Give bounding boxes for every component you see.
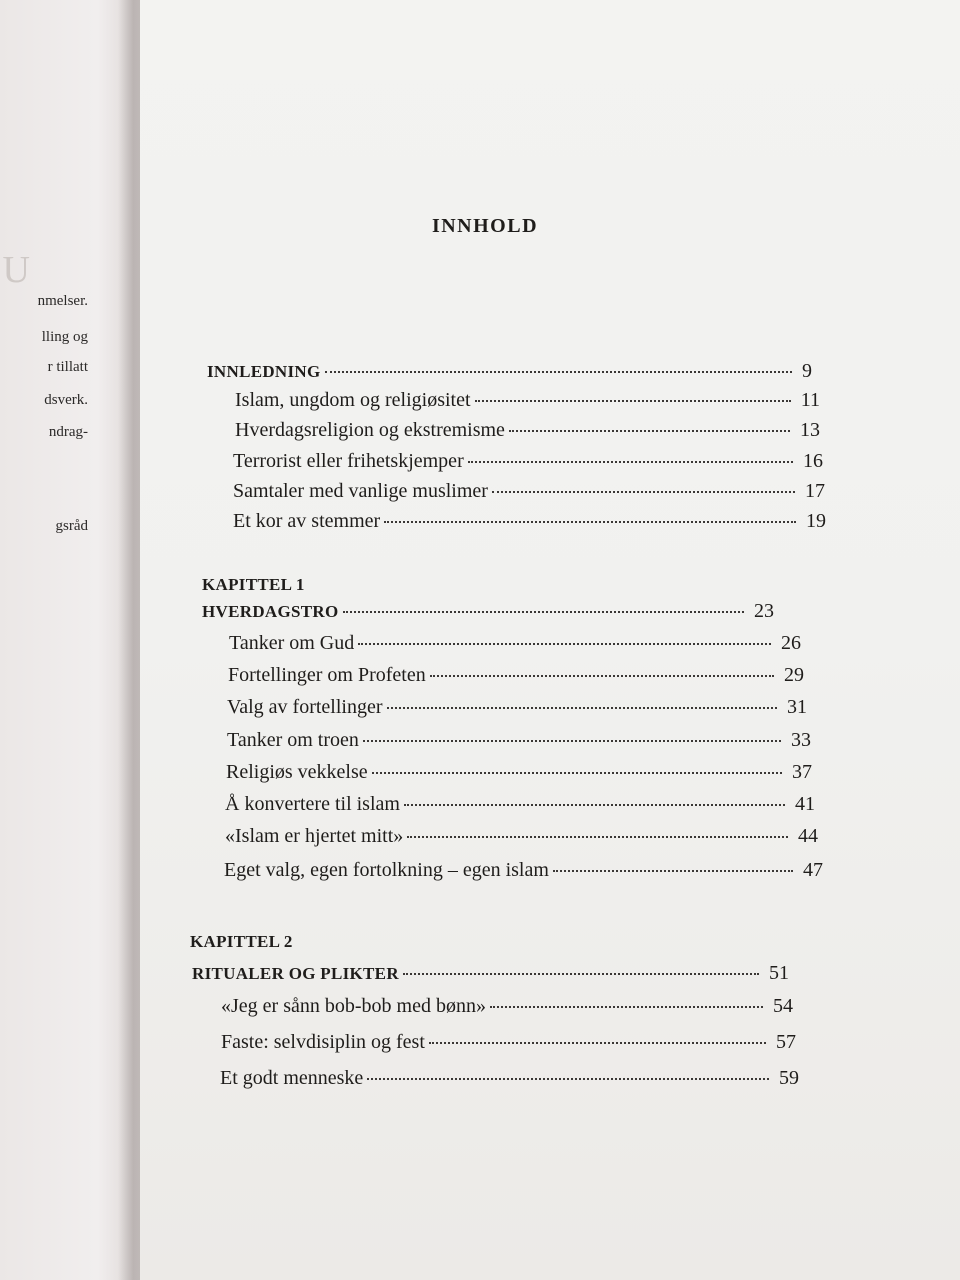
toc-page-number: 9 [802,360,812,382]
chapter-heading: KAPITTEL 1 [202,575,305,594]
toc-section-title: RITUALER OG PLIKTER [192,964,399,983]
dot-leader [468,461,793,463]
toc-section-intro [207,360,812,383]
toc-page-number: 13 [800,419,820,441]
chapter-heading: KAPITTEL 2 [190,932,293,951]
toc-entry [233,510,826,533]
toc-entry-title: Terrorist eller frihetskjemper [233,450,464,472]
toc-page-number: 37 [792,761,812,783]
toc-entry [225,825,818,848]
dot-leader [430,675,774,677]
toc-entry-title: «Islam er hjertet mitt» [225,825,404,847]
dot-leader [363,740,781,742]
left-page-text-fragment: nmelser. [37,293,88,309]
toc-page-number: 57 [776,1031,796,1053]
toc-page-number: 33 [791,729,811,751]
toc-entry-title: Fortellinger om Profeten [228,664,426,686]
dot-leader [553,870,793,872]
dot-leader [372,772,782,774]
toc-entry [224,859,823,882]
toc-entry [221,1031,796,1054]
toc-page-number: 41 [795,793,815,815]
toc-page-number: 19 [806,510,826,532]
toc-entry [225,793,815,816]
toc-page-number: 16 [803,450,823,472]
toc-page-number: 11 [800,389,820,411]
left-page-text-fragment: dsverk. [44,392,88,408]
dot-leader [403,973,759,975]
toc-page-number: 23 [754,600,774,622]
toc-page-number: 26 [781,632,801,654]
toc-entry-title: Faste: selvdisiplin og fest [221,1031,425,1053]
right-page [140,0,960,1280]
dot-leader [358,643,771,645]
toc-page-number: 44 [798,825,818,847]
left-page-text-fragment: ndrag- [48,424,88,440]
toc-entry [220,1067,799,1090]
dot-leader [343,611,745,613]
toc-entry-title: Å konvertere til islam [225,793,400,815]
faint-letter: U [2,249,30,291]
dot-leader [407,836,788,838]
left-page-text-fragment: r tillatt [47,359,88,375]
toc-entry [233,480,825,503]
toc-entry-title: Valg av fortellinger [227,696,383,718]
toc-entry-title: Samtaler med vanlige muslimer [233,480,488,502]
dot-leader [384,521,796,523]
toc-page-number: 51 [769,962,789,984]
toc-entry-title: Tanker om troen [227,729,359,751]
toc-entry [229,632,801,655]
toc-entry [227,729,811,752]
toc-entry [226,761,812,784]
toc-entry-title: Eget valg, egen fortolkning – egen islam [224,859,549,881]
toc-entry [227,696,807,719]
toc-page-number: 17 [805,480,825,502]
toc-entry [235,389,820,412]
dot-leader [509,430,790,432]
toc-entry-title: Et kor av stemmer [233,510,381,532]
toc-entry-title: Islam, ungdom og religiøsitet [235,389,471,411]
toc-page-number: 54 [773,995,793,1017]
toc-entry-title: Religiøs vekkelse [226,761,368,783]
dot-leader [429,1042,766,1044]
toc-section-title: HVERDAGSTRO [202,602,339,621]
toc-entry-title: Et godt menneske [220,1067,364,1089]
dot-leader [490,1006,763,1008]
dot-leader [492,491,795,493]
toc-section-chapter2 [192,962,789,985]
toc-page-number: 47 [803,859,823,881]
dot-leader [404,804,785,806]
toc-entry [228,664,804,687]
left-page-text-fragment: gsråd [55,518,88,534]
left-page-text-fragment: lling og [41,329,88,345]
toc-entry [233,450,823,473]
toc-entry [235,419,820,442]
dot-leader [475,400,791,402]
toc-page-number: 31 [787,696,807,718]
toc-entry-title: Tanker om Gud [229,632,355,654]
dot-leader [387,707,778,709]
toc-entry-title: Hverdagsreligion og ekstremisme [235,419,505,441]
toc-section-title: INNLEDNING [207,362,321,381]
toc-entry [221,995,793,1018]
toc-page-number: 29 [784,664,804,686]
dot-leader [325,371,792,373]
page-title: INNHOLD [431,215,539,237]
dot-leader [367,1078,769,1080]
toc-page-number: 59 [779,1067,799,1089]
toc-section-chapter1 [202,600,774,623]
toc-entry-title: «Jeg er sånn bob-bob med bønn» [221,995,486,1017]
